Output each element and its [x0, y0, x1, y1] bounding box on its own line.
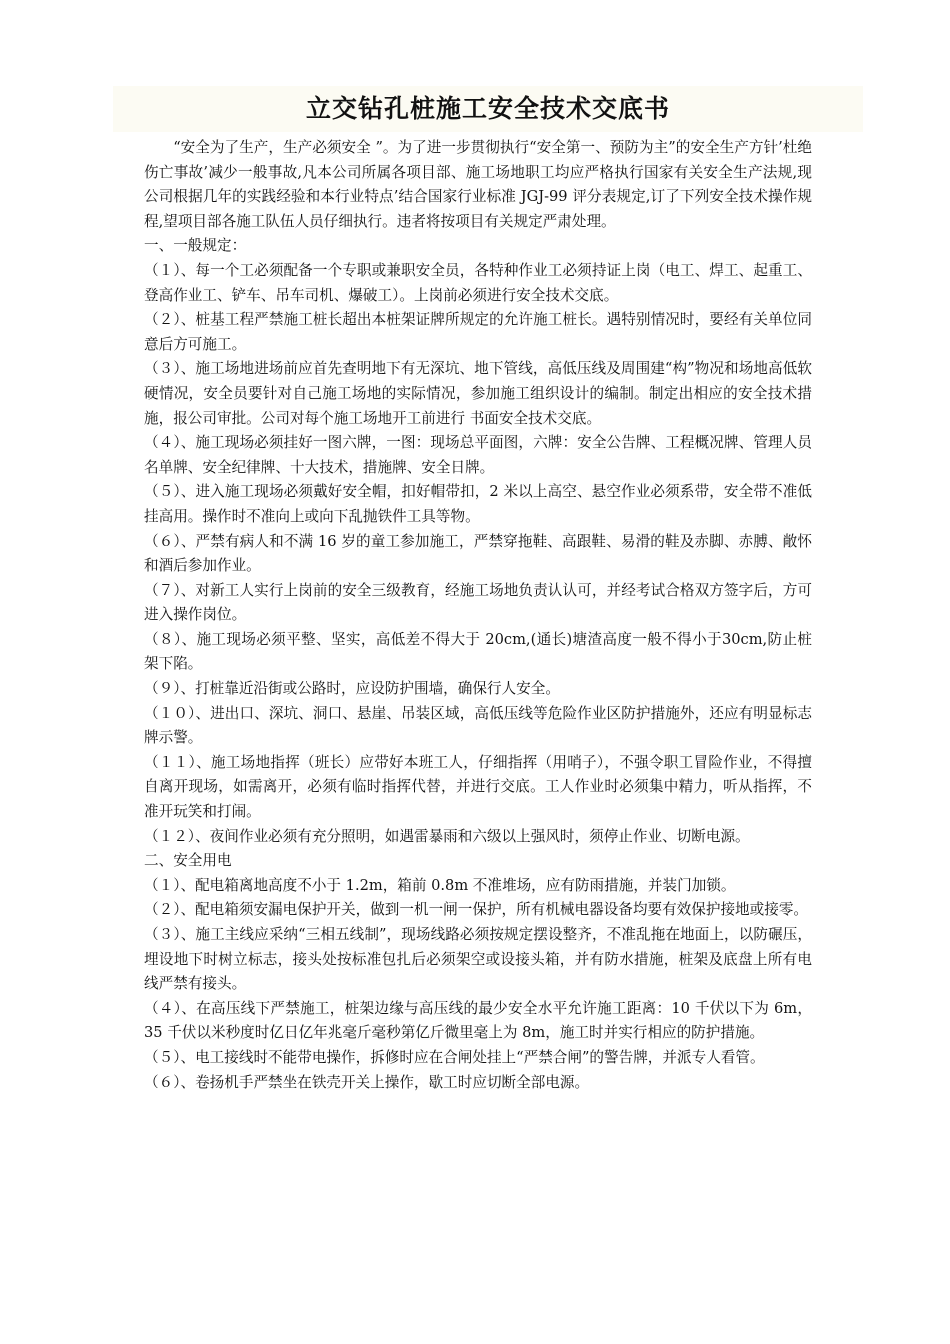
general-rule-10: （１０）、进出口、深坑、洞口、悬崖、吊装区域，高低压线等危险作业区防护措施外，还应有明显标志牌示警。 — [144, 704, 812, 747]
general-rule-6: （６）、严禁有病人和不满 16 岁的童工参加施工，严禁穿拖鞋、高跟鞋、易滑的鞋及赤脚、赤膊、敞怀和酒后参加作业。 — [144, 532, 812, 575]
electric-rule-6: （６）、卷扬机手严禁坐在铁壳开关上操作，歇工时应切断全部电源。 — [144, 1073, 590, 1091]
electric-rule-4: （４）、在高压线下严禁施工，桩架边缘与高压线的最少安全水平允许施工距离：10 千伏以下为 6m，35 千伏以米秒度时亿日亿年兆毫斤毫秒第亿斤微里毫上为 8m，施工时并实行相应的防护措施。 — [144, 999, 812, 1042]
section-heading-general: 一、一般规定： — [144, 237, 247, 255]
general-rule-2: （２）、桩基工程严禁施工桩长超出本桩架证牌所规定的允许施工桩长。遇特别情况时，要经有关单位同意后方可施工。 — [144, 311, 812, 353]
electric-rule-3: （３）、施工主线应采纳“三相五线制”，现场线路必须按规定摆设整齐，不准乱拖在地面上，以防碾压，埋设地下时树立标志，接头处按标准包扎后必须架空或设接头箱，并有防水措施，桩架及底盘上所有电线严禁有接头。 — [144, 926, 812, 993]
general-rule-7: （７）、对新工人实行上岗前的安全三级教育，经施工场地负责认认可，并经考试合格双方签字后，方可进入操作岗位。 — [144, 581, 812, 624]
general-rule-4: （４）、施工现场必须挂好一图六牌，一图：现场总平面图，六牌：安全公告牌、工程概况牌、管理人员名单牌、安全纪律牌、十大技术，措施牌、安全日牌。 — [144, 434, 812, 476]
electric-rule-5: （５）、电工接线时不能带电操作，拆修时应在合闸处挂上“严禁合闸”的警告牌，并派专人看管。 — [144, 1048, 765, 1066]
general-rule-3: （３）、施工场地进场前应首先查明地下有无深坑、地下管线，高低压线及周围建“构”物况和场地高低软硬情况，安全员要针对自己施工场地的实际情况，参加施工组织设计的编制。制定出相应的安全技术措施，报公司审批。公司对每个施工场地开工前进行 书面安全技术交底。 — [144, 360, 812, 427]
general-rule-9: （９）、打桩靠近沿街或公路时，应设防护围墙，确保行人安全。 — [144, 680, 560, 698]
general-rule-12: （１２）、夜间作业必须有充分照明，如遇雷暴雨和六级以上强风时，须停止作业、切断电源。 — [144, 827, 750, 845]
general-rule-8: （８）、施工现场必须平整、坚实，高低差不得大于 20cm,(通长)塘渣高度一般不得小于30cm,防止桩架下陷。 — [144, 630, 812, 673]
section-heading-electricity: 二、安全用电 — [144, 852, 232, 870]
intro-paragraph: “安全为了生产，生产必须安全 ”。为了进一步贯彻执行“安全第一、预防为主”的安全生产方针’杜绝伤亡事故’减少一般事故,凡本公司所属各项目部、施工场地职工均应严格执行国家有关安全生产法规,现公司根据几年的实践经验和本行业特点’结合国家行业标准 JGJ-99 评分表规定,订了下列安全技术操作规程,望项目部各施工队伍人员仔细执行。违者将按项目有关规定严肃处理。 — [144, 139, 812, 230]
general-rule-11: （１１）、施工场地指挥（班长）应带好本班工人，仔细指挥（用哨子），不强令职工冒险作业，不得擅自离开现场，如需离开，必须有临时指挥代替，并进行交底。工人作业时必须集中精力，听从指挥，不准开玩笑和打闹。 — [144, 753, 812, 821]
document-title: 立交钻孔桩施工安全技术交底书 — [305, 94, 670, 123]
general-rule-5: （５）、进入施工现场必须戴好安全帽，扣好帽带扣，2 米以上高空、悬空作业必须系带，安全带不准低挂高用。操作时不准向上或向下乱抛铁件工具等物。 — [144, 483, 812, 525]
electric-rule-2: （２）、配电箱须安漏电保护开关，做到一机一闸一保护，所有机械电器设备均要有效保护接地或接零。 — [144, 901, 809, 919]
document-body — [144, 136, 812, 1095]
general-rule-1: （１）、每一个工必须配备一个专职或兼职安全员，各特种作业工必须持证上岗（电工、焊工、起重工、登高作业工、铲车、吊车司机、爆破工）。上岗前必须进行安全技术交底。 — [144, 261, 812, 304]
electric-rule-1: （１）、配电箱离地高度不小于 1.2m，箱前 0.8m 不准堆场，应有防雨措施，并装门加锁。 — [144, 876, 736, 894]
